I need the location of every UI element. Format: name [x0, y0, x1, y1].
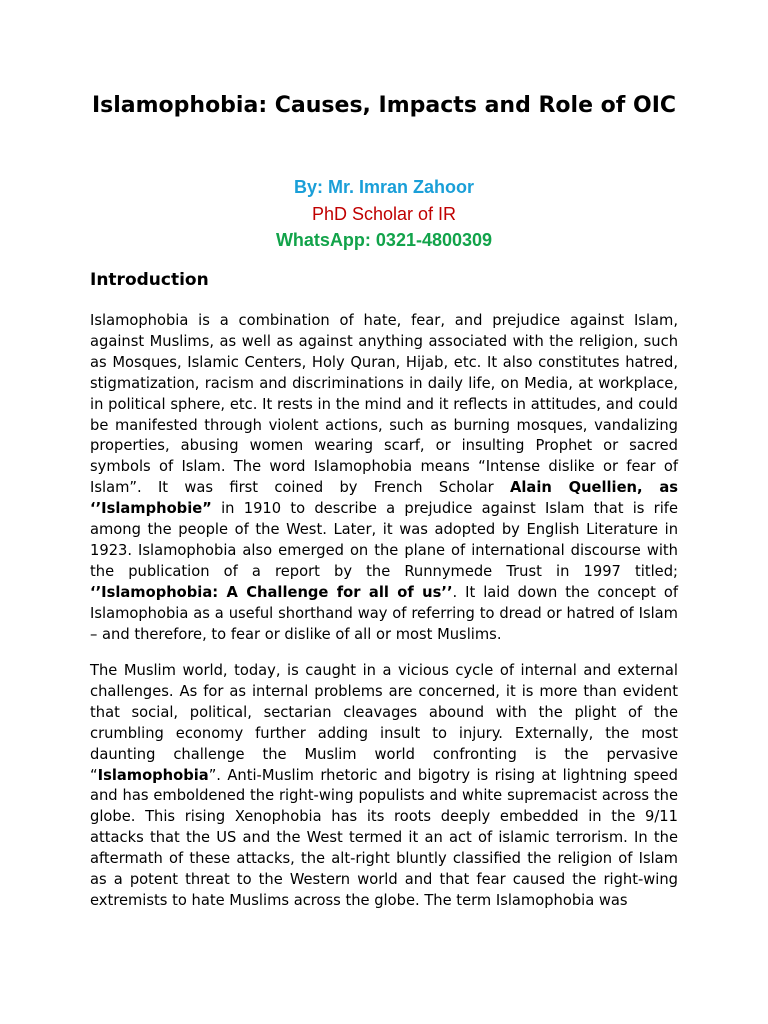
- paragraph-1-bold-a: Alain Quellien, as ‘’Islamphobie”: [90, 479, 678, 518]
- document-title: Islamophobia: Causes, Impacts and Role of OIC: [91, 93, 677, 118]
- paragraph-1-text-a: Islamophobia is a combination of hate, fear, and prejudice against Islam, against Muslims, as well as against anything associated with the religion, such as Mosques, Islamic Centers, Holy Quran, Hijab, etc. It also constitutes hatred, stigmatization, racism and discriminations in daily life, on Media, at workplace, in political sphere, etc. It rests in the mind and it reflects in attitudes, and could be manifested through violent actions, such as burning mosques, vandalizing properties, abusing women wearing scarf, or insulting Prophet or sacred symbols of Islam. The word Islamophobia means “Intense dislike or fear of Islam”. It was first coined by French Scholar: [90, 312, 678, 497]
- paragraph-1: [90, 311, 678, 646]
- degree-line: PhD Scholar of IR: [311, 203, 457, 224]
- paragraph-1-bold-b: ‘’Islamophobia: A Challenge for all of us’’: [90, 583, 453, 601]
- whatsapp-line: WhatsApp: 0321-4800309: [275, 230, 493, 250]
- byline: [90, 174, 678, 254]
- paragraph-2-text-b: ”. Anti-Muslim rhetoric and bigotry is rising at lightning speed and has emboldened the right-wing populists and white supremacist across the globe. This rising Xenophobia has its roots deeply embedded in the 9/11 attacks that the US and the West termed it an act of islamic terrorism. In the aftermath of these attacks, the alt-right bluntly classified the religion of Islam as a potent threat to the Western world and that fear caused the right-wing extremists to hate Muslims across the globe. The term Islamophobia was: [90, 766, 678, 909]
- paragraph-1-text-c: . It laid down the concept of Islamophobia as a useful shorthand way of referring to dread or hatred of Islam – and therefore, to fear or dislike of all or most Muslims.: [90, 583, 679, 643]
- paragraph-1-text-b: in 1910 to describe a prejudice against Islam that is rife among the people of the West. Later, it was adopted by English Literature in 1923. Islamophobia also emerged on the plane of international discourse with the publication of a report by the Runnymede Trust in 1997 titled;: [90, 500, 678, 580]
- paragraph-2: [90, 661, 678, 912]
- paragraph-2-bold-a: Islamophobia: [97, 766, 209, 784]
- paragraph-2-text-a: The Muslim world, today, is caught in a vicious cycle of internal and external challenges. As for as internal problems are concerned, it is more than evident that social, political, sectarian cleavages abound with the plight of the crumbling economy further adding insult to injury. Externally, the most daunting challenge the Muslim world confronting is the pervasive “: [90, 662, 678, 784]
- section-heading-introduction: Introduction: [90, 270, 209, 290]
- author-line: By: Mr. Imran Zahoor: [293, 177, 475, 197]
